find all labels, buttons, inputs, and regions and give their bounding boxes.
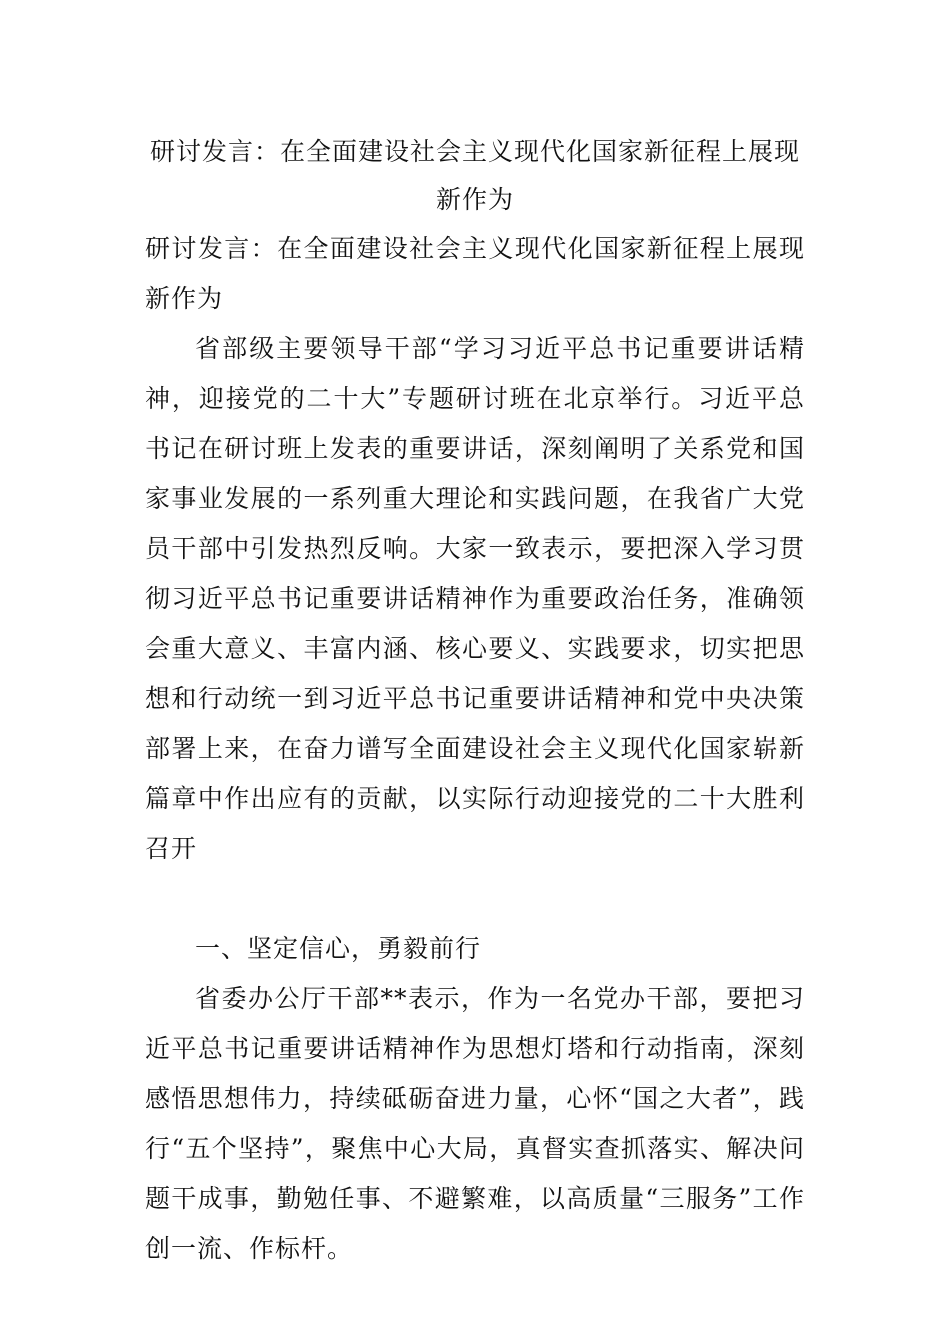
document-title: 研讨发言：在全面建设社会主义现代化国家新征程上展现新作为	[149, 137, 800, 214]
paragraph-gap	[145, 874, 805, 924]
section-paragraph: 省委办公厅干部**表示，作为一名党办干部，要把习近平总书记重要讲话精神作为思想灯塔和行动指南，深刻感悟思想伟力，持续砥砺奋进力量，心怀“国之大者”，践行“五个坚持”，聚焦中心大局，真督实查抓落实、解决问题干成事，勤勉任事、不避繁难，以高质量“三服务”工作创一流、作标杆。	[145, 984, 805, 1263]
document-body	[145, 128, 805, 1274]
intro-paragraph: 省部级主要领导干部“学习习近平总书记重要讲话精神，迎接党的二十大”专题研讨班在北京举行。习近平总书记在研讨班上发表的重要讲话，深刻阐明了关系党和国家事业发展的一系列重大理论和实践问题，在我省广大党员干部中引发热烈反响。大家一致表示，要把深入学习贯彻习近平总书记重要讲话精神作为重要政治任务，准确领会重大意义、丰富内涵、核心要义、实践要求，切实把思想和行动统一到习近平总书记重要讲话精神和党中央决策部署上来，在奋力谱写全面建设社会主义现代化国家崭新篇章中作出应有的贡献，以实际行动迎接党的二十大胜利召开	[145, 334, 805, 863]
section-heading: 一、坚定信心，勇毅前行	[195, 934, 482, 963]
document-subtitle: 研讨发言：在全面建设社会主义现代化国家新征程上展现新作为	[145, 234, 805, 313]
